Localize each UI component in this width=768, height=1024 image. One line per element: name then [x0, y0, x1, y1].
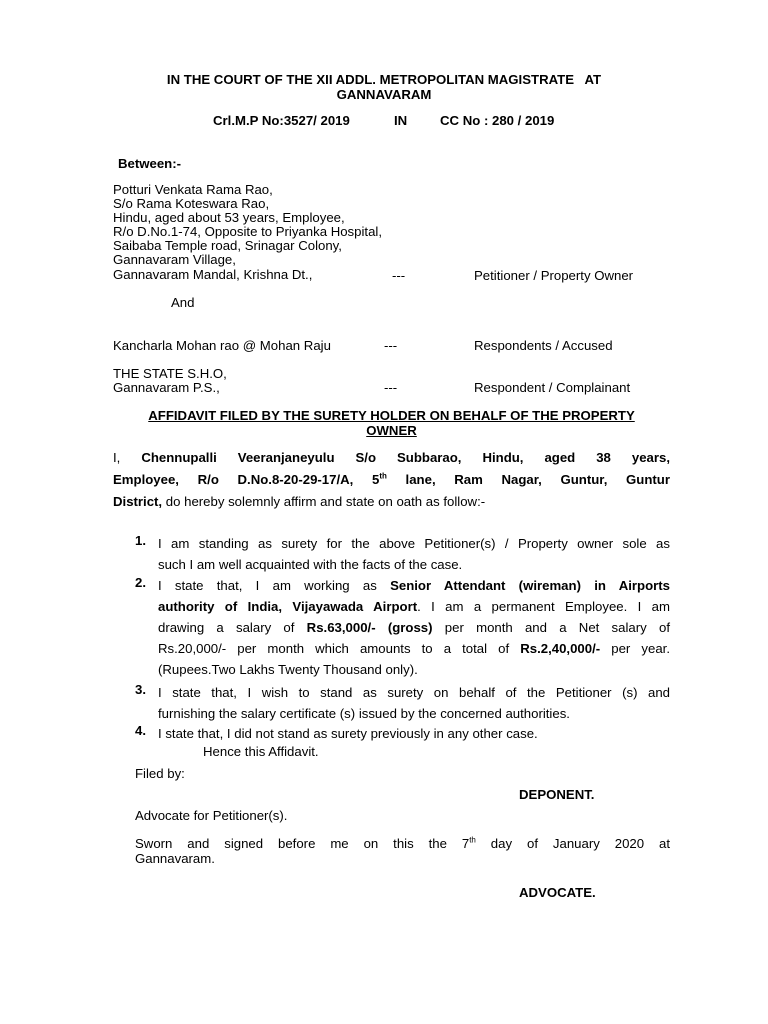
court-title-line2: GANNAVARAM	[336, 87, 432, 102]
filed-by-label: Filed by:	[135, 766, 185, 781]
between-label: Between:-	[118, 156, 182, 171]
respondent-accused-name: Kancharla Mohan rao @ Mohan Raju	[113, 338, 331, 353]
item-line: I state that, I did not stand as surety previously in any other case.	[158, 726, 538, 741]
respondent-accused-role: Respondents / Accused	[474, 338, 613, 353]
intro-line3	[113, 491, 670, 513]
item-number: 2.	[135, 575, 146, 590]
court-title	[0, 72, 768, 102]
petitioner-line: Saibaba Temple road, Srinagar Colony,	[113, 238, 342, 253]
ordinal-suffix: th	[469, 835, 476, 845]
hence-line: Hence this Affidavit.	[203, 744, 319, 759]
employment-title: Senior Attendant (wireman) in Airports	[390, 578, 670, 593]
advocate-signature-label: ADVOCATE.	[519, 885, 596, 900]
item-text	[158, 533, 670, 575]
cc-number: CC No : 280 / 2019	[440, 113, 555, 128]
item-text	[158, 575, 670, 680]
petitioner-line: S/o Rama Koteswara Rao,	[113, 196, 270, 211]
intro-paragraph	[113, 447, 670, 513]
item-line: furnishing the salary certificate (s) issued by the concerned authorities.	[158, 706, 570, 721]
gross-salary: Rs.63,000/- (gross)	[306, 620, 433, 635]
item-number: 3.	[135, 682, 146, 697]
item-text-run: . I am a permanent Employee. I am	[417, 599, 670, 614]
item-text-run: Rs.20,000/- per month which amounts to a total of	[158, 641, 521, 656]
item-text	[158, 723, 670, 744]
sworn-line2: Gannavaram.	[135, 851, 215, 866]
and-label: And	[171, 295, 195, 310]
item-text-run: drawing a salary of	[158, 620, 307, 635]
item-line: I state that, I wish to stand as surety on behalf of the Petitioner (s) and	[158, 685, 670, 700]
item-line: (Rupees.Two Lakhs Twenty Thousand only).	[158, 662, 418, 677]
petitioner-line: Potturi Venkata Rama Rao,	[113, 182, 273, 197]
sworn-statement	[135, 836, 670, 866]
item-text-run: per month and a Net salary of	[432, 620, 670, 635]
item-line: I am standing as surety for the above Petitioner(s) / Property owner sole as	[158, 536, 670, 551]
respondent-complainant-line1: THE STATE S.H.O,	[113, 366, 227, 381]
sworn-line1	[135, 836, 670, 851]
deponent-details-3: District,	[113, 494, 163, 509]
annual-total: Rs.2,40,000/-	[520, 641, 601, 656]
item-line: such I am well acquainted with the facts of the case.	[158, 557, 463, 572]
item-line	[158, 575, 670, 596]
affidavit-title	[113, 408, 670, 438]
item-line	[158, 596, 670, 617]
item-number: 4.	[135, 723, 146, 738]
intro-line1	[113, 447, 670, 469]
sworn-text-run: Sworn and signed before me on this the 7	[135, 836, 470, 851]
deponent-details-2b: lane, Ram Nagar, Guntur, Guntur	[386, 472, 670, 487]
petitioner-line: Gannavaram Mandal, Krishna Dt.,	[113, 267, 313, 282]
petitioner-dash: ---	[392, 268, 406, 283]
item-number: 1.	[135, 533, 146, 548]
respondent-complainant-dash: ---	[384, 380, 398, 395]
sworn-text-run: day of January 2020 at	[475, 836, 670, 851]
item-line	[158, 617, 670, 638]
intro-prefix: I,	[113, 450, 142, 465]
employer-name: authority of India, Vijayawada Airport	[158, 599, 418, 614]
petitioner-line: Gannavaram Village,	[113, 252, 236, 267]
affidavit-title-line1: AFFIDAVIT FILED BY THE SURETY HOLDER ON BEHALF OF THE PROPERTY	[148, 408, 635, 423]
court-title-line1: IN THE COURT OF THE XII ADDL. METROPOLITAN MAGISTRATE AT	[166, 72, 602, 87]
item-text-run: per year.	[600, 641, 670, 656]
respondent-complainant-role: Respondent / Complainant	[474, 380, 631, 395]
ordinal-suffix: th	[379, 471, 387, 481]
affidavit-title-line2: OWNER	[366, 423, 417, 438]
case-numbers	[213, 113, 555, 128]
in-word: IN	[394, 113, 408, 128]
deponent-signature-label: DEPONENT.	[519, 787, 595, 802]
deponent-details-1: Chennupalli Veeranjaneyulu S/o Subbarao, Hindu, aged 38 years,	[141, 450, 670, 465]
respondent-accused-dash: ---	[384, 338, 398, 353]
petitioner-line: R/o D.No.1-74, Opposite to Priyanka Hospital,	[113, 224, 383, 239]
intro-suffix: do hereby solemnly affirm and state on oath as follow:-	[162, 494, 486, 509]
petitioner-role: Petitioner / Property Owner	[474, 268, 634, 283]
item-text	[158, 682, 670, 724]
petitioner-line: Hindu, aged about 53 years, Employee,	[113, 210, 345, 225]
deponent-details-2a: Employee, R/o D.No.8-20-29-17/A, 5	[113, 472, 380, 487]
respondent-complainant-line2: Gannavaram P.S.,	[113, 380, 220, 395]
advocate-for-petitioner: Advocate for Petitioner(s).	[135, 808, 288, 823]
item-text-run: I state that, I am working as	[158, 578, 391, 593]
crlmp-number: Crl.M.P No:3527/ 2019	[213, 113, 350, 128]
item-line	[158, 638, 670, 659]
intro-line2	[113, 469, 670, 491]
